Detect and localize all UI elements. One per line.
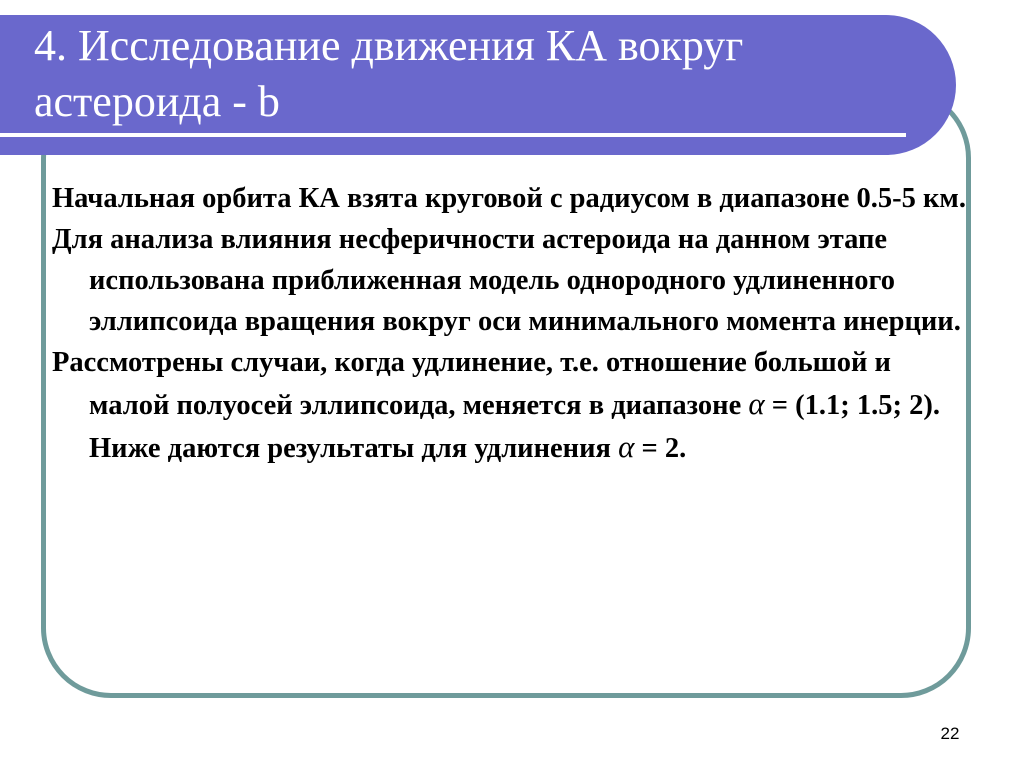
results-elongation-value: = 2. xyxy=(634,433,687,464)
paragraph-elongation-cases xyxy=(52,342,967,469)
results-note xyxy=(89,426,967,469)
alpha-symbol: α xyxy=(748,386,765,421)
results-note-text: Ниже даются результаты для удлинения xyxy=(89,433,619,464)
slide-title xyxy=(34,18,934,130)
paragraph-initial-orbit: Начальная орбита КА взята круговой с радиусом в диапазоне 0.5-5 км. xyxy=(52,183,966,214)
slide-title-line-2: астероида - b xyxy=(34,77,280,126)
paragraph-ellipsoid-model: Для анализа влияния несферичности астероида на данном этапе использована приближенная модель однородного удлиненного эллипсоида вращения вокруг оси минимального момента инерции. xyxy=(52,224,961,337)
page-number: 22 xyxy=(940,724,960,743)
elongation-values: = (1.1; 1.5; 2). xyxy=(764,390,940,421)
paragraph-elongation-text: Рассмотрены случаи, когда удлинение, т.е. отношение большой и малой полуосей эллипсоида, меняется в диапазоне xyxy=(52,347,891,421)
slide-title-line-1: 4. Исследование движения КА вокруг xyxy=(34,21,744,70)
slide-body xyxy=(52,178,967,469)
alpha-symbol: α xyxy=(618,429,635,464)
title-underline xyxy=(0,133,906,137)
